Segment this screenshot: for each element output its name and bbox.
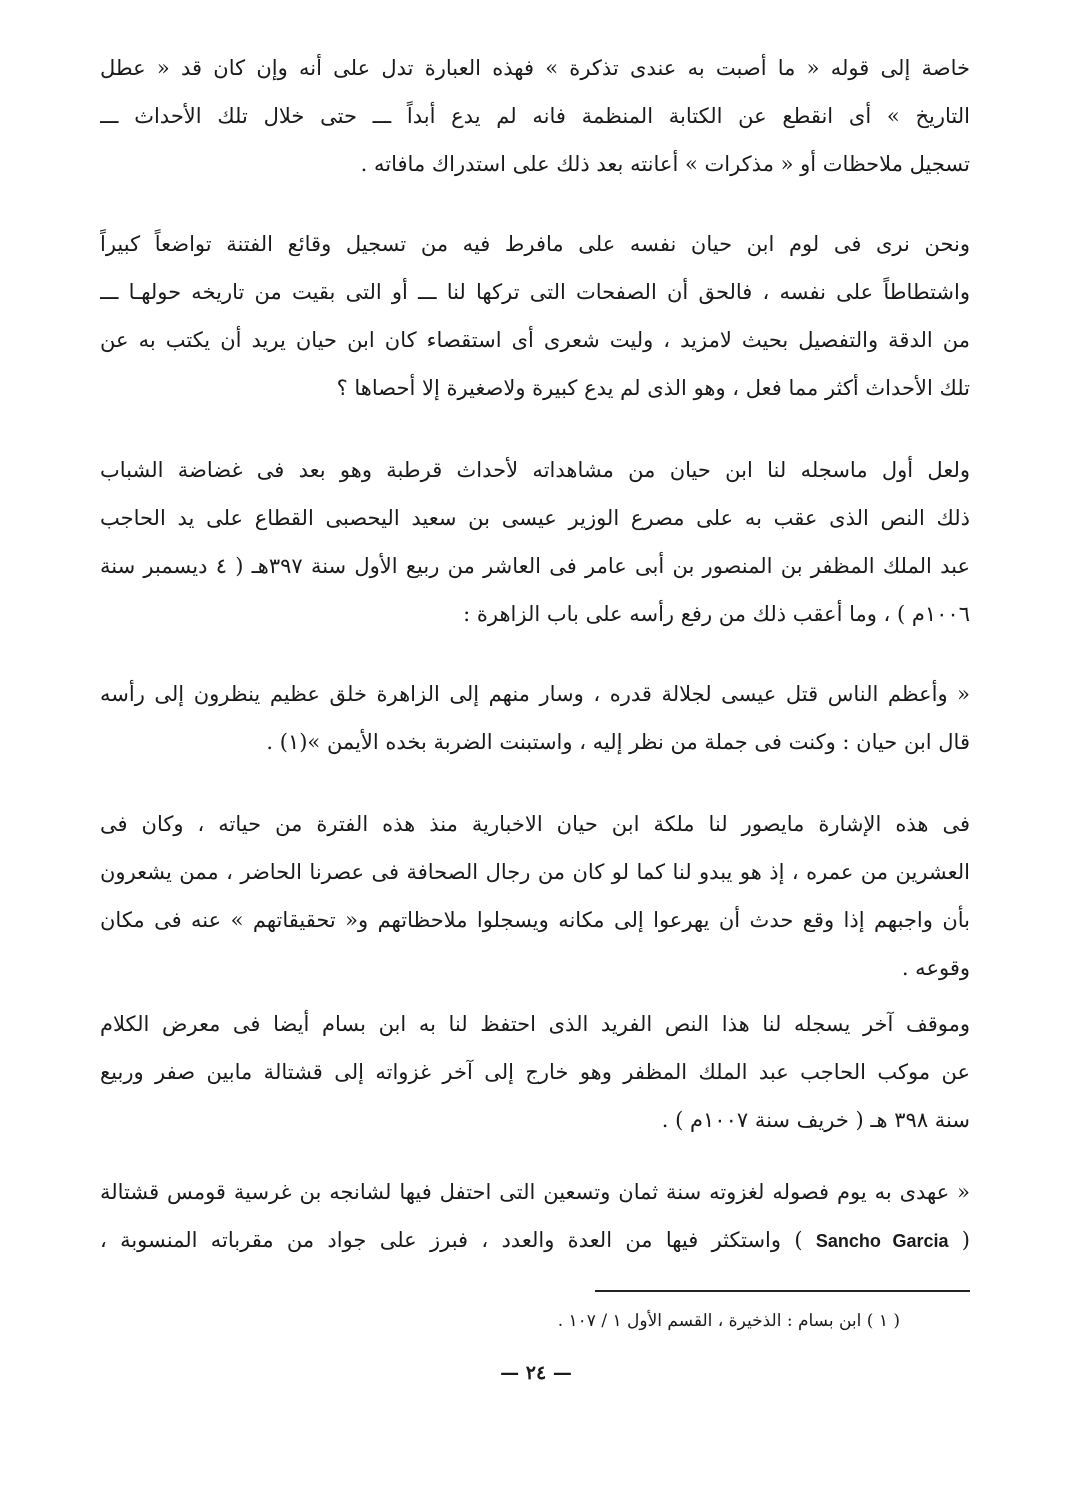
footnote: ( ١ ) ابن بسام : الذخيرة ، القسم الأول ١ / ١٠٧ . [557,1311,900,1331]
text-line: بأن واجبهم إذا وقع حدث أن يهرعوا إلى مكانه ويسجلوا ملاحظاتهم و« تحقيقاتهم » عنه فى مكان [100,908,970,932]
paragraph-5 [100,1000,970,1144]
latin-name: Sancho Garcia [815,1231,949,1251]
paragraph-4 [100,800,970,992]
text-line: من الدقة والتفصيل بحيث لامزيد ، وليت شعرى أى استقصاء كان ابن حيان يريد أن يكتب به عن [100,328,970,352]
text-line: « عهدى به يوم فصوله لغزوته سنة ثمان وتسعين التى احتفل فيها لشانجه بن غرسية قومس قشتالة [100,1180,970,1204]
text-line: قال ابن حيان : وكنت فى جملة من نظر إليه ، واستبنت الضربة بخده الأيمن »(١) . [266,730,970,754]
text-line: سنة ٣٩٨ هـ ( خريف سنة ١٠٠٧م ) . [661,1108,970,1132]
page-number: — ٢٤ — [500,1362,572,1384]
text-line: عبد الملك المظفر بن المنصور بن أبى عامر فى العاشر من ربيع الأول سنة ٣٩٧هـ ( ٤ ديسمبر سنة [100,554,970,578]
text-line: تسجيل ملاحظات أو « مذكرات » أعانته بعد ذلك على استدراك مافاته . [360,152,970,176]
text-line: ولعل أول ماسجله لنا ابن حيان من مشاهداته لأحداث قرطبة وهو بعد فى غضاضة الشباب [100,458,970,482]
text-line: واشتطاطاً على نفسه ، فالحق أن الصفحات التى تركها لنا ـــ أو التى بقيت من تاريخه حولهـا ـــ [100,280,970,304]
text-line: وقوعه . [901,956,970,980]
text-line: ١٠٠٦م ) ، وما أعقب ذلك من رفع رأسه على باب الزاهرة : [463,602,970,626]
text-line: وموقف آخر يسجله لنا هذا النص الفريد الذى احتفظ لنا به ابن بسام أيضا فى معرض الكلام [100,1012,970,1036]
quote-paragraph-2 [100,1168,970,1265]
text-line: العشرين من عمره ، إذ هو يبدو لنا كما لو كان من رجال الصحافة فى عصرنا الحاضر ، ممن يشعرون [100,860,970,884]
quote-paragraph-1 [100,670,970,766]
text-line: « وأعظم الناس قتل عيسى لجلالة قدره ، وسار منهم إلى الزاهرة خلق عظيم ينظرون إلى رأسه [100,682,970,706]
paragraph-1 [100,44,970,188]
text-line: خاصة إلى قوله « ما أصبت به عندى تذكرة » فهذه العبارة تدل على أنه وإن كان قد « عطل [100,56,970,80]
text-line: عن موكب الحاجب عبد الملك المظفر وهو خارج إلى آخر غزواته إلى قشتالة مابين صفر وربيع [100,1060,970,1084]
text-line: التاريخ » أى انقطع عن الكتابة المنظمة فانه لم يدع أبداً ـــ حتى خلال تلك الأحداث ـــ [100,104,970,128]
paragraph-2 [100,220,970,412]
text-line: ( Sancho Garcia ) واستكثر فيها من العدة والعدد ، فبرز على جواد من مقرباته المنسوبة ، [100,1228,970,1252]
paragraph-3 [100,446,970,638]
text-line: تلك الأحداث أكثر مما فعل ، وهو الذى لم يدع كبيرة ولاصغيرة إلا أحصاها ؟ [336,376,970,400]
text-line: فى هذه الإشارة مايصور لنا ملكة ابن حيان الاخبارية منذ هذه الفترة من حياته ، وكان فى [100,812,970,836]
text-line: ذلك النص الذى عقب به على مصرع الوزير عيسى بن سعيد اليحصبى القطاع على يد الحاجب [100,506,970,530]
footnote-divider [595,1290,970,1292]
text-line: ونحن نرى فى لوم ابن حيان نفسه على مافرط فيه من تسجيل وقائع الفتنة تواضعاً كبيراً [100,232,970,256]
